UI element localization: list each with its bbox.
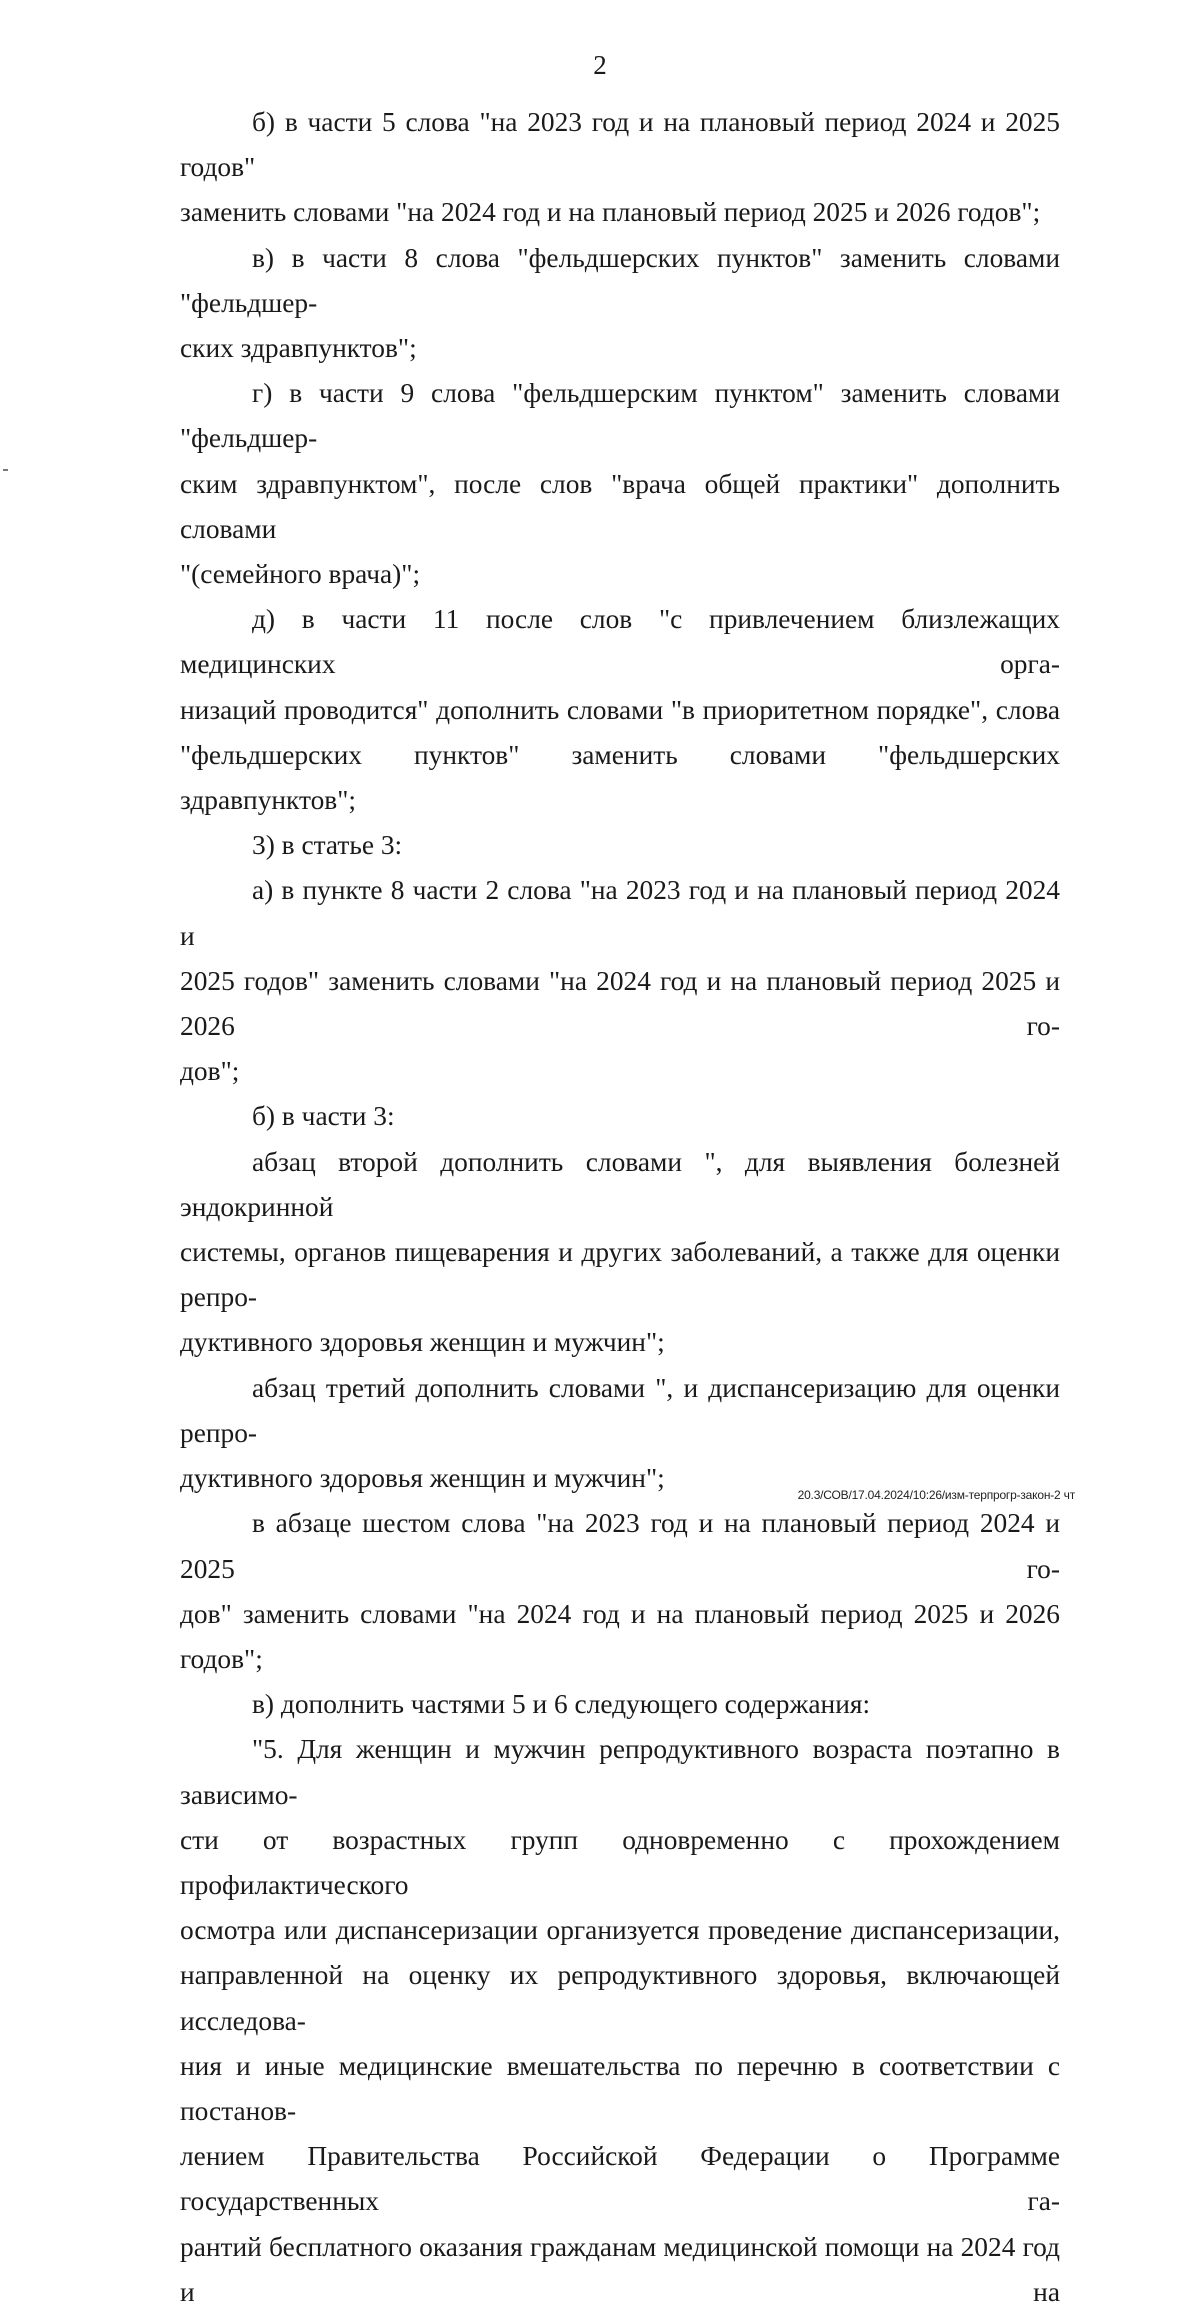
text-line: "(семейного врача)"; (180, 559, 421, 590)
text-line: б) в части 3: (252, 1101, 395, 1132)
text-line: а) в пункте 8 части 2 слова "на 2023 год и на плановый период 2024 и (180, 875, 1060, 951)
page-number: 2 (593, 50, 607, 80)
text-line: системы, органов пищеварения и других заболеваний, а также для оценки репро- (180, 1237, 1060, 1313)
text-line: в абзаце шестом слова "на 2023 год и на плановый период 2024 и 2025 го- (180, 1508, 1060, 1584)
text-line: рантий бесплатного оказания гражданам медицинской помощи на 2024 год и на (180, 2231, 1060, 2307)
text-line: дуктивного здоровья женщин и мужчин"; (180, 1327, 665, 1358)
text-line: низаций проводится" дополнить словами "в приоритетном порядке", слова (180, 694, 1060, 725)
document-body (180, 100, 1060, 2315)
text-line: осмотра или диспансеризации организуется проведение диспансеризации, (180, 1915, 1060, 1946)
text-line: г) в части 9 слова "фельдшерским пунктом" заменить словами "фельдшер- (180, 378, 1060, 454)
text-line: дов" заменить словами "на 2024 год и на плановый период 2025 и 2026 годов"; (180, 1598, 1060, 1674)
text-line: ния и иные медицинские вмешательства по перечню в соответствии с постанов- (180, 2050, 1060, 2126)
text-line: в) дополнить частями 5 и 6 следующего содержания: (252, 1689, 871, 1720)
text-line: б) в части 5 слова "на 2023 год и на плановый период 2024 и 2025 годов" (180, 107, 1060, 183)
document-footer-code: 20.3/СОВ/17.04.2024/10:26/изм-терпрогр-закон-2 чт (797, 1488, 1075, 1502)
text-line: заменить словами "на 2024 год и на плановый период 2025 и 2026 годов"; (180, 197, 1041, 228)
scan-artifact (3, 469, 8, 471)
text-line: сти от возрастных групп одновременно с прохождением профилактического (180, 1824, 1060, 1900)
text-line: абзац третий дополнить словами ", и диспансеризацию для оценки репро- (180, 1372, 1060, 1448)
text-line: ских здравпунктов"; (180, 333, 417, 364)
text-line: 2025 годов" заменить словами "на 2024 год и на плановый период 2025 и 2026 го- (180, 965, 1060, 1042)
text-line: д) в части 11 после слов "с привлечением близлежащих медицинских орга- (180, 604, 1060, 680)
text-line: дов"; (180, 1056, 240, 1087)
text-line: 3) в статье 3: (252, 830, 403, 861)
text-line: дуктивного здоровья женщин и мужчин"; (180, 1463, 665, 1494)
text-line: лением Правительства Российской Федерации о Программе государственных га- (180, 2141, 1060, 2217)
text-line: ским здравпунктом", после слов "врача общей практики" дополнить словами (180, 468, 1060, 544)
text-line: "фельдшерских пунктов" заменить словами "фельдшерских здравпунктов"; (180, 739, 1060, 816)
text-line: в) в части 8 слова "фельдшерских пунктов" заменить словами "фельдшер- (180, 242, 1060, 318)
text-line: направленной на оценку их репродуктивного здоровья, включающей исследова- (180, 1960, 1060, 2036)
text-line: "5. Для женщин и мужчин репродуктивного возраста поэтапно в зависимо- (180, 1734, 1060, 1810)
text-line: абзац второй дополнить словами ", для выявления болезней эндокринной (180, 1146, 1060, 1222)
